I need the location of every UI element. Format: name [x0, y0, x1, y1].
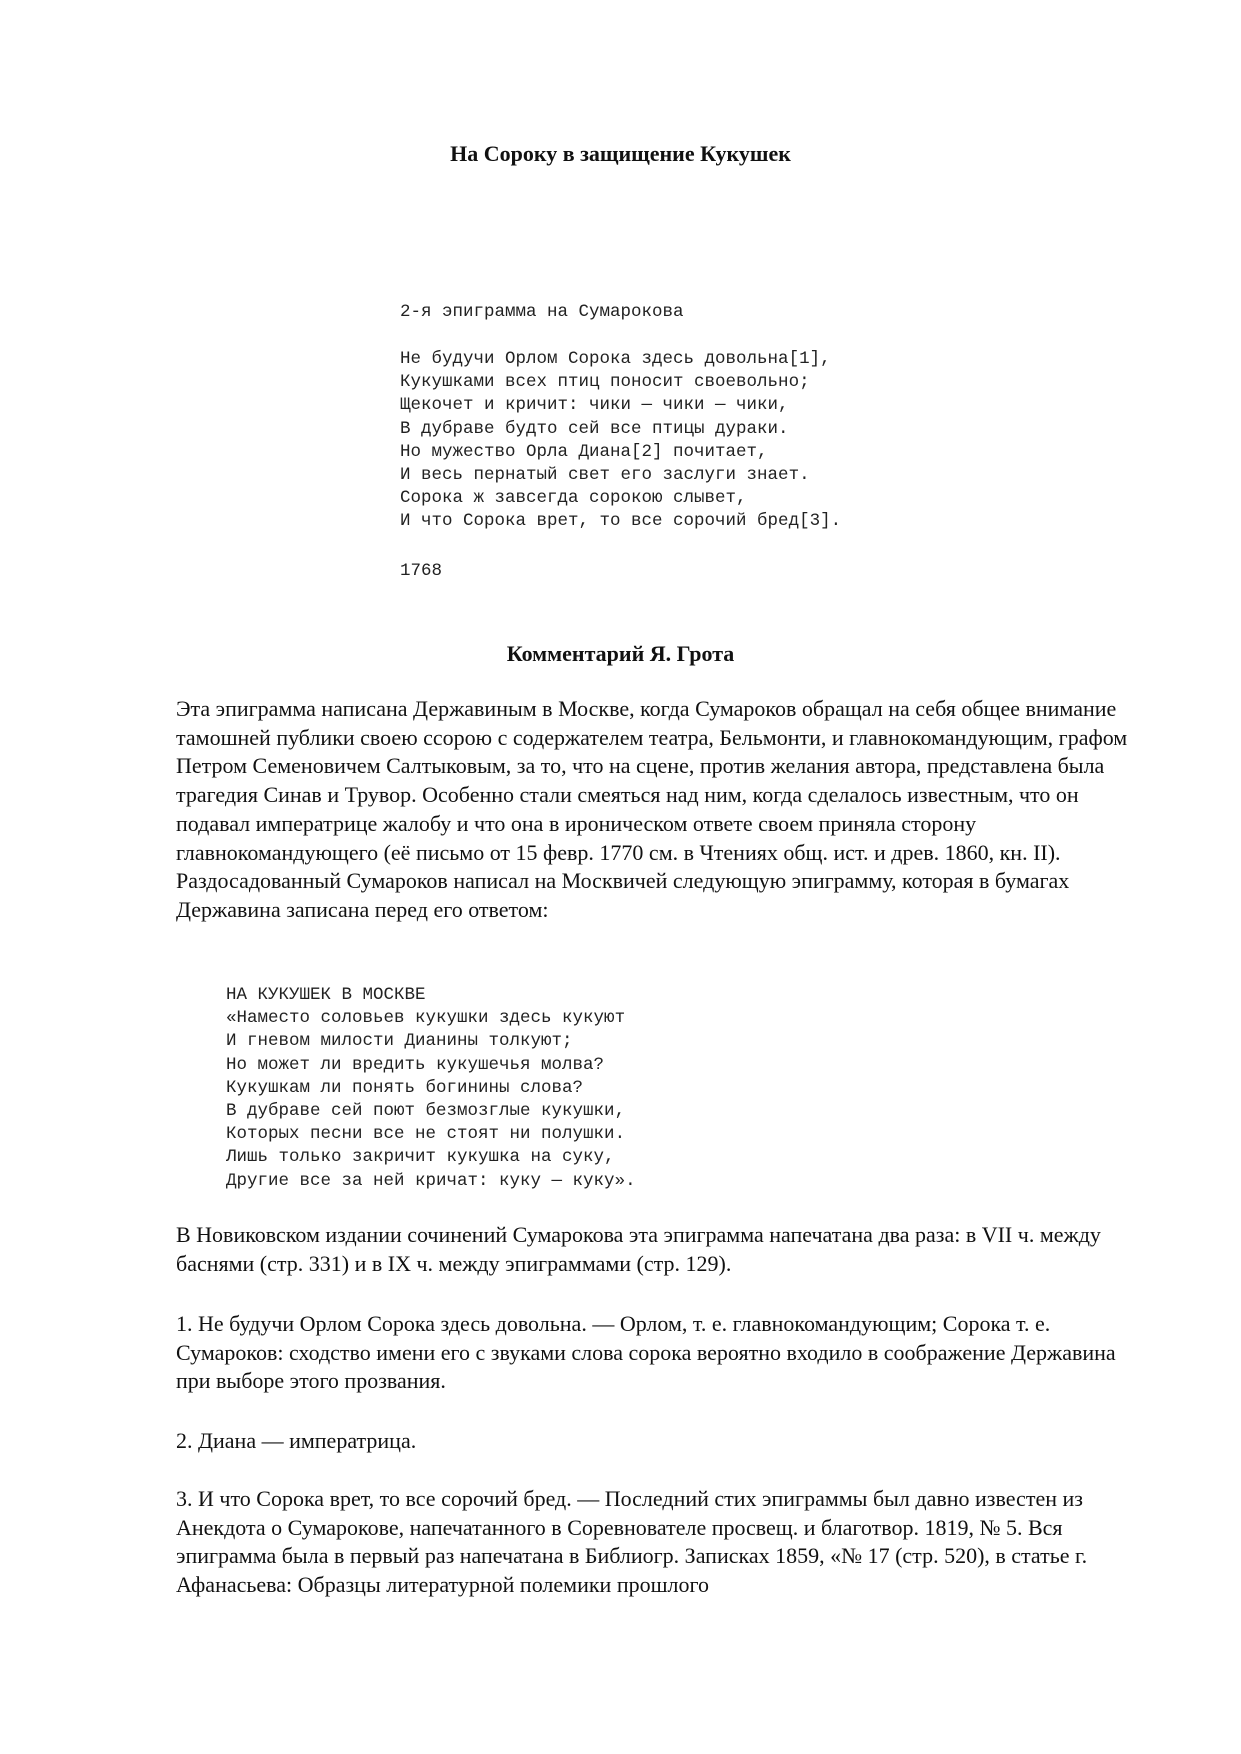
quote-line: Другие все за ней кричат: куку — куку». [226, 1170, 636, 1191]
commentary-title: Комментарий Я. Грота [506, 641, 735, 666]
quote-line: «Наместо соловьев кукушки здесь кукуют [226, 1008, 626, 1029]
footnote-1: 1. Не будучи Орлом Сорока здесь довольна. — Орлом, т. е. главнокомандующим; Сорока т. е. Сумароков: сходство имени его с звуками слова сорока вероятно входило в соображение Державина при выборе этого прозвания. [176, 1311, 1116, 1394]
footnote-3: 3. И что Сорока врет, то все сорочий бред. — Последний стих эпиграммы был давно известен из Анекдота о Сумарокове, напечатанного в Соревнователе просвещ. и благотвор. 1819, № 5. Вся эпиграмма была в первый раз напечатана в Библиогр. Записках 1859, «№ 17 (стр. 520), в статье г. Афанасьева: Образцы литературной полемики прошлого [176, 1486, 1088, 1598]
poem-line: И что Сорока врет, то все сорочий бред[3]. [400, 511, 842, 532]
poem-body [400, 348, 841, 534]
commentary-paragraph: Эта эпиграмма написана Державиным в Москве, когда Сумароков обращал на себя общее внимание тамошней публики своею ссорою с содержателем театра, Бельмонти, и главнокомандующим, графом Петром Семеновичем Салтыковым, за то, что на сцене, против желания автора, представлена была трагедия Синав и Трувор. Особенно стали смеяться над ним, когда сделалось известным, что он подавал императрице жалобу и что она в ироническом ответе своем приняла сторону главнокомандующего (её письмо от 15 февр. 1770 см. в Чтениях общ. ист. и древ. 1860, кн. II). Раздосадованный Сумароков написал на Москвичей следующую эпиграмму, которая в бумагах Державина записана перед его ответом: [176, 696, 1128, 922]
quote-line: Но может ли вредить кукушечья молва? [226, 1054, 605, 1075]
page-title: На Сороку в защищение Кукушек [450, 141, 791, 166]
poem-line: Кукушками всех птиц поносит своевольно; [400, 372, 810, 393]
quoted-epigram [226, 984, 636, 1193]
poem-line: Сорока ж завсегда сорокою слывет, [400, 488, 747, 509]
poem-line: В дубраве будто сей все птицы дураки. [400, 418, 789, 439]
quote-line: НА КУКУШЕК В МОСКВЕ [226, 985, 426, 1005]
poem-line: И весь пернатый свет его заслуги знает. [400, 465, 810, 486]
quote-line: В дубраве сей поют безмозглые кукушки, [226, 1101, 626, 1122]
poem-year: 1768 [400, 561, 443, 581]
footnote-2: 2. Диана — императрица. [176, 1428, 417, 1453]
poem-line: Но мужество Орла Диана[2] почитает, [400, 441, 768, 462]
poem-line: Щекочет и кричит: чики — чики — чики, [400, 395, 789, 416]
quote-line: Лишь только закричит кукушка на суку, [226, 1147, 615, 1168]
quote-line: Кукушкам ли понять богинины слова? [226, 1077, 584, 1098]
poem-subtitle: 2-я эпиграмма на Сумарокова [400, 302, 684, 322]
commentary-paragraph: В Новиковском издании сочинений Сумарокова эта эпиграмма напечатана два раза: в VII ч. между баснями (стр. 331) и в IX ч. между эпиграммами (стр. 129). [176, 1222, 1101, 1276]
quote-line: Которых песни все не стоят ни полушки. [226, 1124, 626, 1145]
quote-line: И гневом милости Дианины толкуют; [226, 1031, 573, 1052]
poem-line: Не будучи Орлом Сорока здесь довольна[1], [400, 349, 831, 369]
